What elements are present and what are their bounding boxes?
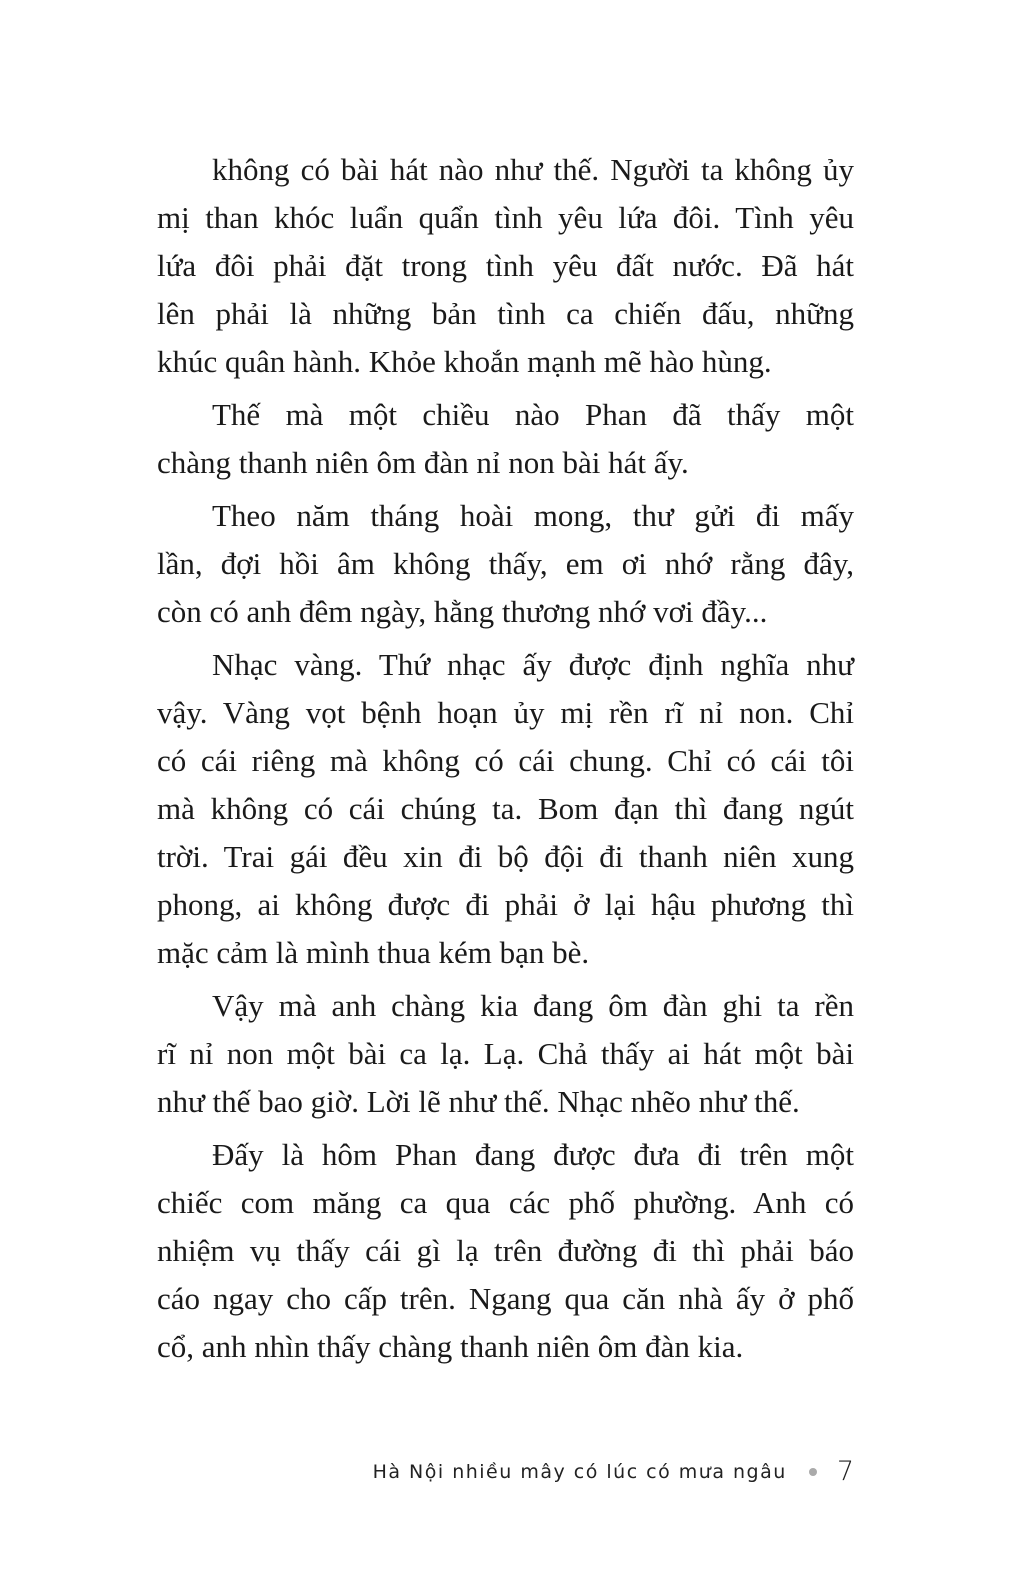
text-line: khúc quân hành. Khỏe khoắn mạnh mẽ hào hùng.	[157, 344, 772, 379]
page-footer	[373, 1456, 854, 1487]
paragraph	[157, 982, 854, 1126]
text-line: Thế mà một chiều nào Phan đã thấy một	[212, 397, 854, 432]
bullet-separator	[809, 1468, 817, 1476]
text-line: chiếc com măng ca qua các phố phường. Anh có	[157, 1185, 854, 1220]
text-line: lứa đôi phải đặt trong tình yêu đất nước. Đã hát	[157, 248, 854, 283]
text-line: rĩ nỉ non một bài ca lạ. Lạ. Chả thấy ai hát một bài	[157, 1036, 854, 1071]
page-number: 7	[836, 1456, 854, 1487]
running-title: Hà Nội nhiều mây có lúc có mưa ngâu	[372, 1460, 787, 1483]
text-line: vậy. Vàng vọt bệnh hoạn ủy mị rền rĩ nỉ non. Chỉ	[157, 695, 854, 730]
text-line: trời. Trai gái đều xin đi bộ đội đi thanh niên xung	[157, 839, 854, 874]
text-line: cổ, anh nhìn thấy chàng thanh niên ôm đàn kia.	[157, 1329, 744, 1364]
text-line: Vậy mà anh chàng kia đang ôm đàn ghi ta rền	[212, 988, 854, 1023]
text-line: như thế bao giờ. Lời lẽ như thế. Nhạc nhẽo như thế.	[157, 1084, 800, 1119]
paragraph	[157, 1131, 854, 1371]
text-line: còn có anh đêm ngày, hằng thương nhớ vơi đầy...	[157, 594, 768, 629]
paragraph	[157, 641, 854, 977]
text-line: chàng thanh niên ôm đàn nỉ non bài hát ấy.	[157, 445, 689, 480]
paragraph	[157, 146, 854, 386]
text-line: Theo năm tháng hoài mong, thư gửi đi mấy	[212, 498, 854, 533]
text-line: cáo ngay cho cấp trên. Ngang qua căn nhà ấy ở phố	[157, 1281, 854, 1316]
text-line: Đấy là hôm Phan đang được đưa đi trên một	[212, 1137, 854, 1172]
paragraph	[157, 492, 854, 636]
text-line: mà không có cái chúng ta. Bom đạn thì đang ngút	[157, 791, 854, 826]
paragraph	[157, 391, 854, 487]
text-line: không có bài hát nào như thế. Người ta không ủy	[212, 152, 854, 187]
page-body	[157, 146, 854, 1376]
text-line: mị than khóc luẩn quẩn tình yêu lứa đôi. Tình yêu	[157, 200, 854, 235]
text-line: lên phải là những bản tình ca chiến đấu, những	[157, 296, 854, 331]
text-line: phong, ai không được đi phải ở lại hậu phương thì	[157, 887, 854, 922]
text-line: mặc cảm là mình thua kém bạn bè.	[157, 935, 590, 970]
text-line: lần, đợi hồi âm không thấy, em ơi nhớ rằng đây,	[157, 546, 854, 581]
text-line: nhiệm vụ thấy cái gì lạ trên đường đi thì phải báo	[157, 1233, 854, 1268]
text-line: Nhạc vàng. Thứ nhạc ấy được định nghĩa như	[212, 647, 854, 682]
text-line: có cái riêng mà không có cái chung. Chỉ có cái tôi	[157, 743, 854, 778]
